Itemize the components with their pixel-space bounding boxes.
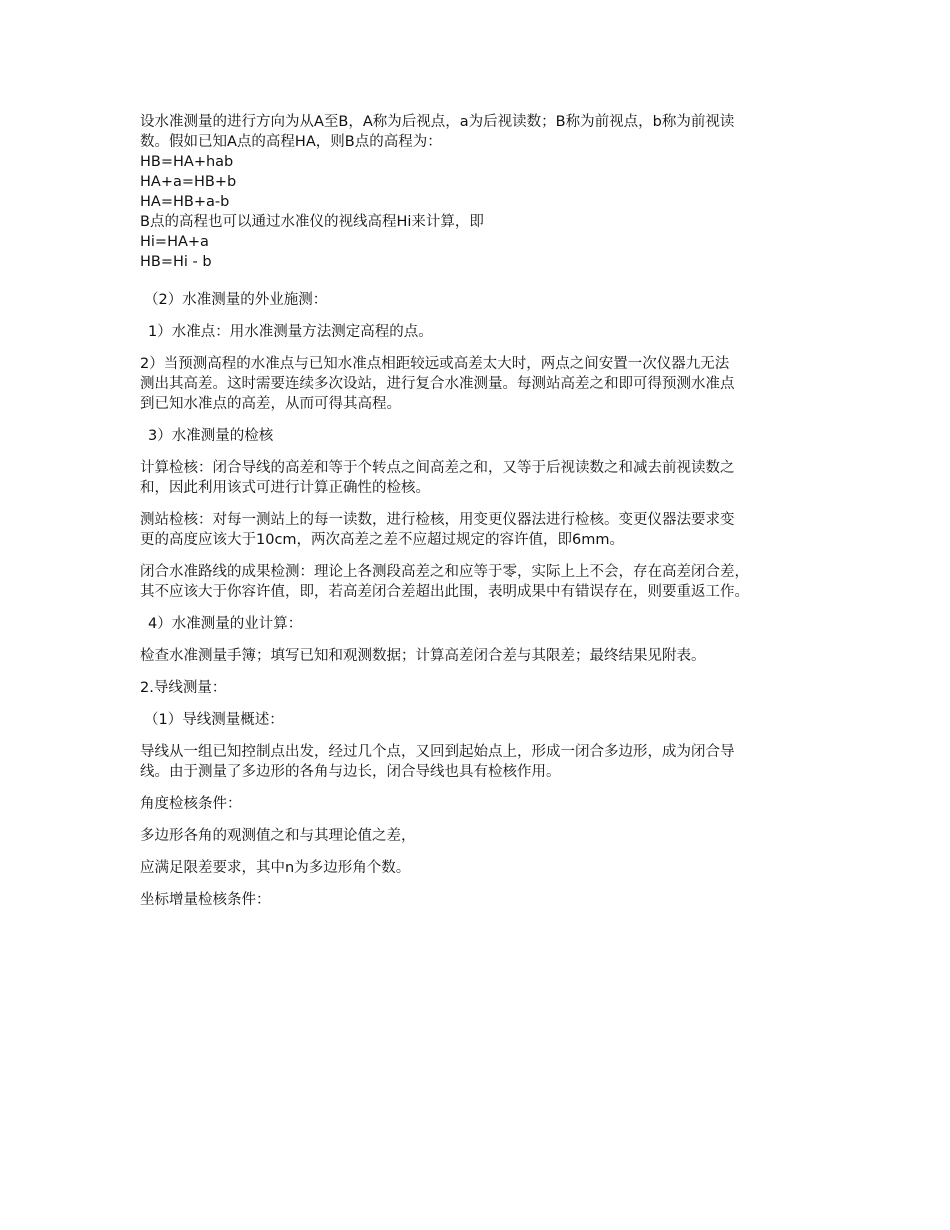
text-line: 2.导线测量： bbox=[140, 680, 227, 696]
section-heading bbox=[140, 426, 820, 446]
text-line: 计算检核：闭合导线的高差和等于个转点之间高差之和，又等于后视读数之和减去前视读数之 bbox=[140, 460, 735, 476]
intro-block bbox=[140, 112, 820, 272]
text-line: 应满足限差要求，其中n为多边形角个数。 bbox=[140, 860, 411, 876]
paragraph bbox=[140, 458, 820, 498]
text-line: 到已知水准点的高差，从而可得其高程。 bbox=[140, 396, 401, 412]
text-line: 检查水准测量手簿；填写已知和观测数据；计算高差闭合差与其限差；最终结果见附表。 bbox=[140, 648, 706, 664]
text-line: 线。由于测量了多边形的各角与边长，闭合导线也具有检核作用。 bbox=[140, 764, 561, 780]
text-line: 更的高度应该大于10cm，两次高差之差不应超过规定的容许值，即6mm。 bbox=[140, 532, 625, 548]
text-line: 闭合水准路线的成果检测：理论上各测段高差之和应等于零，实际上上不会，存在高差闭合差， bbox=[140, 564, 749, 580]
paragraph bbox=[140, 510, 820, 550]
section-heading bbox=[140, 710, 820, 730]
text-line: 数。假如已知A点的高程HA，则B点的高程为： bbox=[140, 134, 442, 150]
formula-line: HB=Hi - b bbox=[140, 254, 212, 270]
paragraph bbox=[140, 794, 820, 814]
text-line: 多边形各角的观测值之和与其理论值之差， bbox=[140, 828, 416, 844]
paragraph bbox=[140, 890, 820, 910]
text-line: 4）水准测量的业计算： bbox=[148, 616, 303, 632]
paragraph bbox=[140, 742, 820, 782]
text-line: 2）当预测高程的水准点与已知水准点相距较远或高差太大时，两点之间安置一次仪器九无法 bbox=[140, 356, 730, 372]
paragraph bbox=[140, 354, 820, 414]
text-line: B点的高程也可以通过水准仪的视线高程Hi来计算，即 bbox=[140, 214, 484, 230]
text-line: 其不应该大于你容许值，即，若高差闭合差超出此围，表明成果中有错误存在，则要重返工作。 bbox=[140, 584, 749, 600]
text-line: 3）水准测量的检核 bbox=[148, 428, 274, 444]
text-line: 1）水准点：用水准测量方法测定高程的点。 bbox=[148, 324, 433, 340]
text-line: 角度检核条件： bbox=[140, 796, 242, 812]
document-body bbox=[140, 112, 820, 922]
paragraph bbox=[140, 826, 820, 846]
text-line: 和，因此利用该式可进行计算正确性的检核。 bbox=[140, 480, 430, 496]
formula-line: HB=HA+hab bbox=[140, 154, 234, 170]
section-heading bbox=[140, 290, 820, 310]
section-heading bbox=[140, 614, 820, 634]
formula-line: Hi=HA+a bbox=[140, 234, 209, 250]
paragraph bbox=[140, 322, 820, 342]
text-line: 测出其高差。这时需要连续多次设站，进行复合水准测量。每测站高差之和即可得预测水准点 bbox=[140, 376, 735, 392]
formula-line: HA=HB+a-b bbox=[140, 194, 230, 210]
text-line: （2）水准测量的外业施测： bbox=[144, 292, 328, 308]
formula-line: HA+a=HB+b bbox=[140, 174, 237, 190]
paragraph bbox=[140, 562, 820, 602]
text-line: 导线从一组已知控制点出发，经过几个点，又回到起始点上，形成一闭合多边形，成为闭合导 bbox=[140, 744, 735, 760]
text-line: （1）导线测量概述： bbox=[144, 712, 284, 728]
section-heading bbox=[140, 678, 820, 698]
text-line: 坐标增量检核条件： bbox=[140, 892, 271, 908]
paragraph bbox=[140, 646, 820, 666]
text-line: 设水准测量的进行方向为从A至B，A称为后视点，a为后视读数；B称为前视点，b称为前视读 bbox=[140, 114, 735, 130]
text-line: 测站检核：对每一测站上的每一读数，进行检核，用变更仪器法进行检核。变更仪器法要求变 bbox=[140, 512, 735, 528]
paragraph bbox=[140, 858, 820, 878]
